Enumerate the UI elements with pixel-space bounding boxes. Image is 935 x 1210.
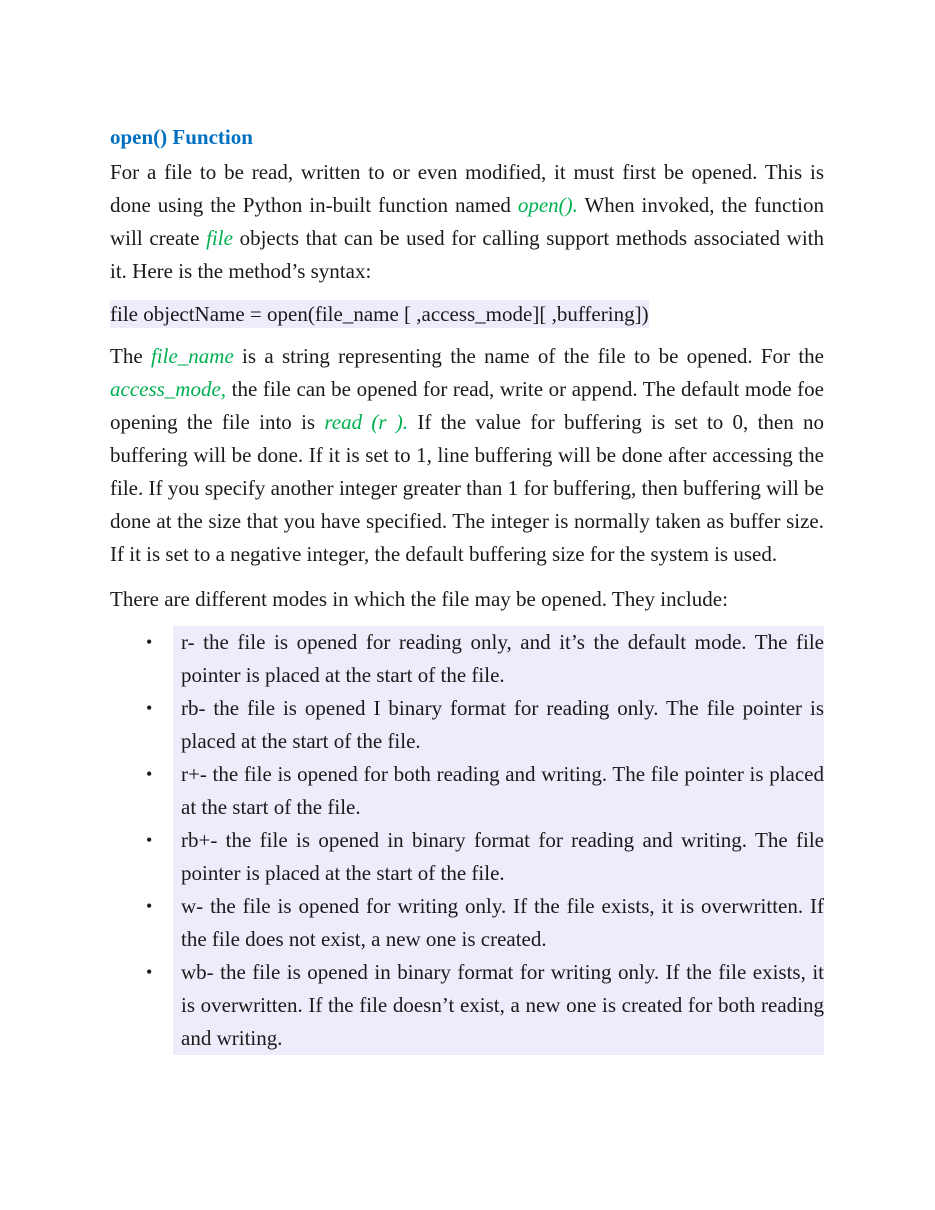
explanation-paragraph: [110, 340, 824, 571]
explanation-text-4: If the value for buffering is set to 0, then no buffering will be done. If it is set to 1, line buffering will be done after accessing the file. If you specify another integer greater than 1 for buffering, then buffering will be done at the size that you have specified. The integer is normally taken as buffer size. If it is set to a negative integer, the default buffering size for the system is used.: [110, 410, 825, 566]
list-item-text: wb- the file is opened in binary format for writing only. If the file exists, it is overwritten. If the file doesn’t exist, a new one is created for both reading and writing.: [181, 960, 824, 1050]
list-item-mode-r: [146, 626, 824, 692]
intro-highlight-open: open().: [517, 193, 578, 217]
bullet-icon: •: [146, 758, 152, 791]
bullet-icon: •: [146, 824, 152, 857]
intro-text-1: For a file to be read, written to or even modified, it must first be opened. This is done using the Python in-built function named: [110, 160, 824, 217]
list-item-mode-r-plus: [146, 758, 824, 824]
list-item-text: rb+- the file is opened in binary format for reading and writing. The file pointer is placed at the start of the file.: [181, 828, 824, 885]
bullet-icon: •: [146, 956, 152, 989]
list-item-mode-w: [146, 890, 824, 956]
bullet-icon: •: [146, 890, 152, 923]
explanation-highlight-access-mode: access_mode,: [110, 377, 227, 401]
intro-paragraph: [110, 156, 824, 288]
intro-text-2: When invoked, the function will create: [110, 193, 824, 250]
bullet-icon: •: [146, 692, 152, 725]
explanation-highlight-file-name: file_name: [150, 344, 234, 368]
explanation-text-2: is a string representing the name of the file to be opened. For the: [233, 344, 824, 368]
section-heading: open() Function: [110, 125, 253, 149]
bullet-icon: •: [146, 626, 152, 659]
list-item-mode-rb-plus: [146, 824, 824, 890]
document-page: [110, 122, 824, 1055]
modes-list: [110, 626, 824, 1055]
explanation-highlight-read: read (r ).: [324, 410, 409, 434]
list-item-text: rb- the file is opened I binary format for reading only. The file pointer is placed at the start of the file.: [181, 696, 824, 753]
list-item-text: w- the file is opened for writing only. If the file exists, it is overwritten. If the file does not exist, a new one is created.: [181, 894, 824, 951]
list-item-mode-rb: [146, 692, 824, 758]
syntax-code-line: file objectName = open(file_name [ ,access_mode][ ,buffering]): [110, 302, 649, 326]
explanation-text-1: The: [110, 344, 151, 368]
explanation-text-3: the file can be opened for read, write or append. The default mode foe opening the file into is: [110, 377, 824, 434]
list-item-text: r+- the file is opened for both reading and writing. The file pointer is placed at the start of the file.: [181, 762, 824, 819]
modes-intro-paragraph: There are different modes in which the file may be opened. They include:: [110, 587, 728, 611]
intro-text-3: objects that can be used for calling support methods associated with it. Here is the method’s syntax:: [110, 226, 824, 283]
intro-highlight-file: file: [206, 226, 233, 250]
list-item-mode-wb: [146, 956, 824, 1055]
list-item-text: r- the file is opened for reading only, and it’s the default mode. The file pointer is placed at the start of the file.: [181, 630, 824, 687]
